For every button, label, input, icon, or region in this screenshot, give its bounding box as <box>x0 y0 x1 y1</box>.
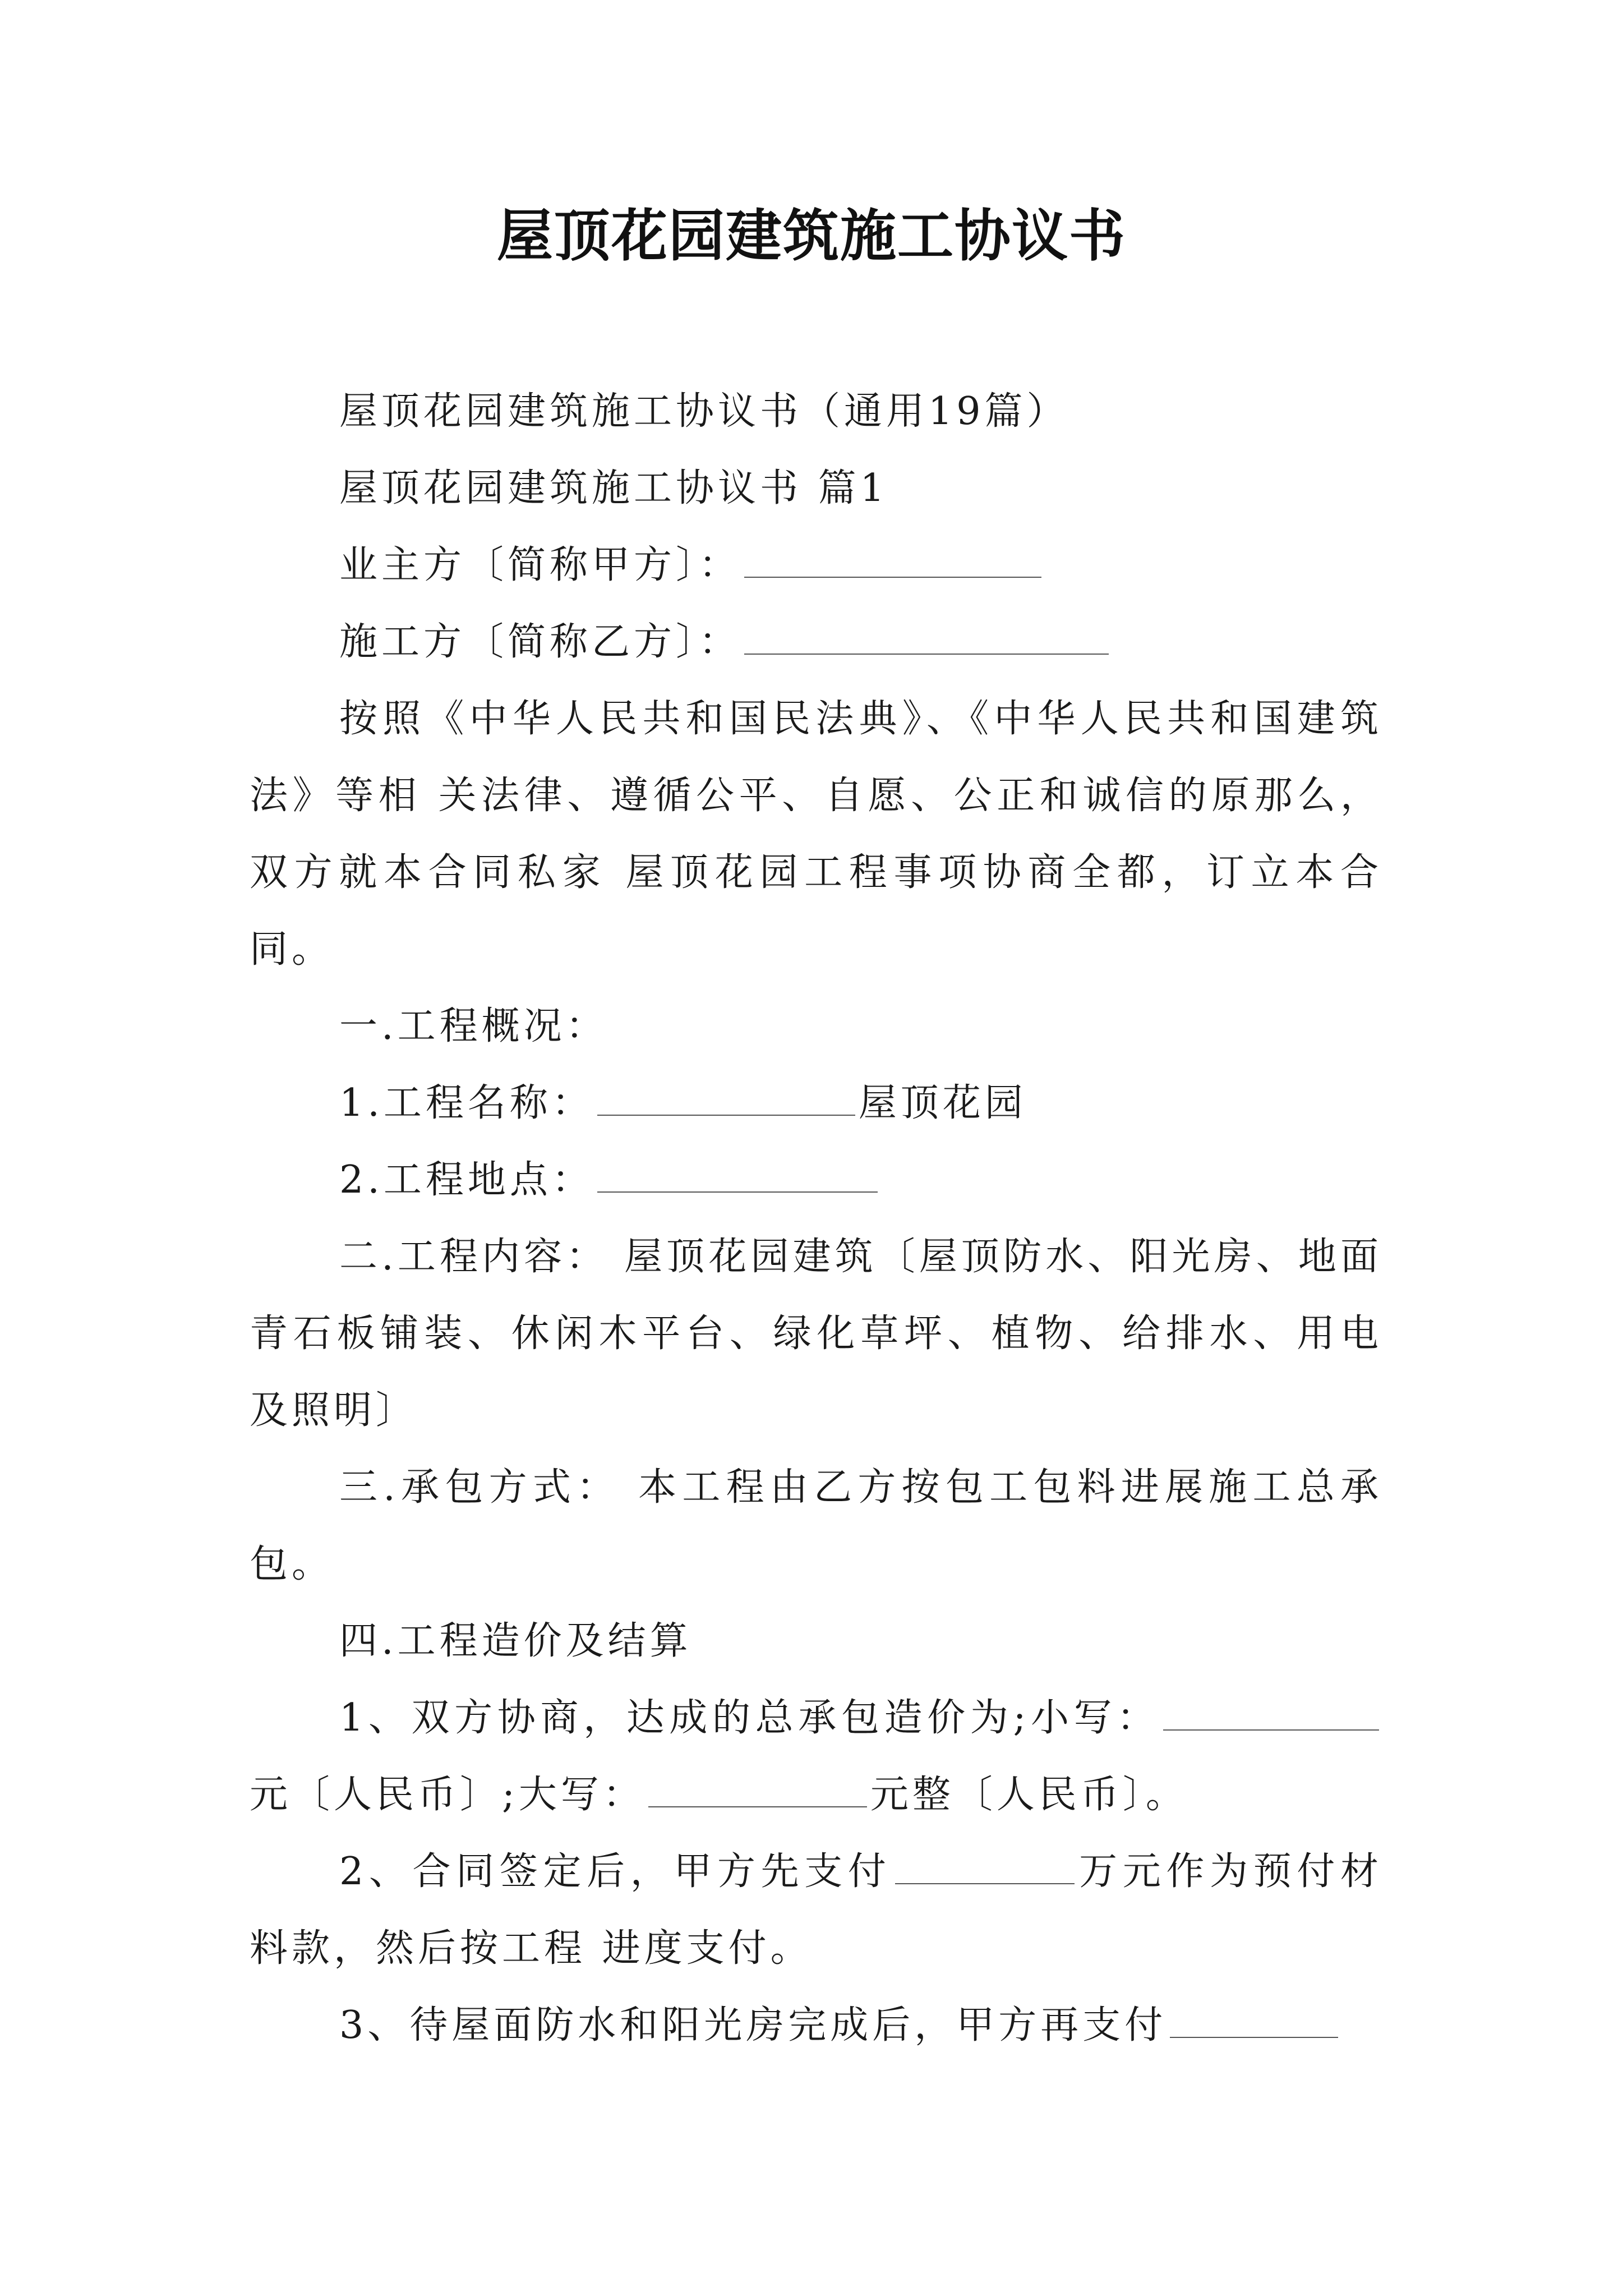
document-subtitle: 屋顶花园建筑施工协议书（通用19篇） <box>339 389 1069 434</box>
section-1-heading: 一.工程概况： <box>339 1004 608 1048</box>
project-name-label: 1.工程名称： <box>339 1081 594 1125</box>
document-body <box>250 373 1382 2064</box>
price-text-b: 元〔人民币〕;大写： <box>250 1773 645 1817</box>
payment-2-blank <box>1170 2005 1338 2038</box>
payment-paragraph <box>250 1833 1382 1987</box>
section-2-paragraph: 二.工程内容： 屋顶花园建筑〔屋顶防水、阳光房、地面青石板铺装、休闲木平台、绿化草坪、植物、给排水、用电及照明〕 <box>250 1235 1382 1433</box>
party-a-blank <box>744 545 1041 578</box>
project-name-suffix: 屋顶花园 <box>858 1081 1027 1125</box>
payment-2-text-a: 3、待屋面防水和阳光房完成后，甲方再支付 <box>339 2003 1167 2047</box>
price-text-c: 元整〔人民币〕。 <box>870 1773 1188 1817</box>
project-location-line <box>250 1142 1382 1218</box>
project-name-blank <box>597 1083 855 1116</box>
party-a-label: 业主方〔简称甲方〕： <box>339 543 741 587</box>
payment-2-paragraph <box>250 1987 1382 2064</box>
price-text-a: 1、双方协商，达成的总承包造价为;小写： <box>339 1696 1160 1740</box>
party-b-blank <box>744 622 1109 655</box>
document-title: 屋顶花园建筑施工协议书 <box>497 203 1126 269</box>
price-uppercase-blank <box>648 1775 867 1807</box>
party-a-line <box>250 527 1382 604</box>
price-lowercase-blank <box>1163 1698 1379 1731</box>
project-location-blank <box>597 1160 878 1193</box>
project-location-label: 2.工程地点： <box>339 1158 594 1202</box>
payment-text-b: 万元作为预付材料款，然后按工程 进度支付。 <box>250 1849 1382 1971</box>
intro-paragraph: 按照《中华人民共和国民法典》、《中华人民共和国建筑法》等相 关法律、遵循公平、自愿、公正和诚信的原那么，双方就本合同私家 屋顶花园工程事项协商全都，订立本合同。 <box>250 697 1382 972</box>
party-b-line <box>250 604 1382 680</box>
section-4-heading: 四.工程造价及结算 <box>339 1619 692 1663</box>
payment-text-a: 2、合同签定后，甲方先支付 <box>339 1849 892 1894</box>
section-3-paragraph: 三.承包方式： 本工程由乙方按包工包料进展施工总承包。 <box>250 1465 1382 1586</box>
payment-blank <box>895 1852 1075 1884</box>
section-heading: 屋顶花园建筑施工协议书 篇1 <box>339 466 888 510</box>
price-paragraph <box>250 1680 1382 1833</box>
party-b-label: 施工方〔简称乙方〕： <box>339 620 741 664</box>
project-name-line <box>250 1065 1382 1142</box>
